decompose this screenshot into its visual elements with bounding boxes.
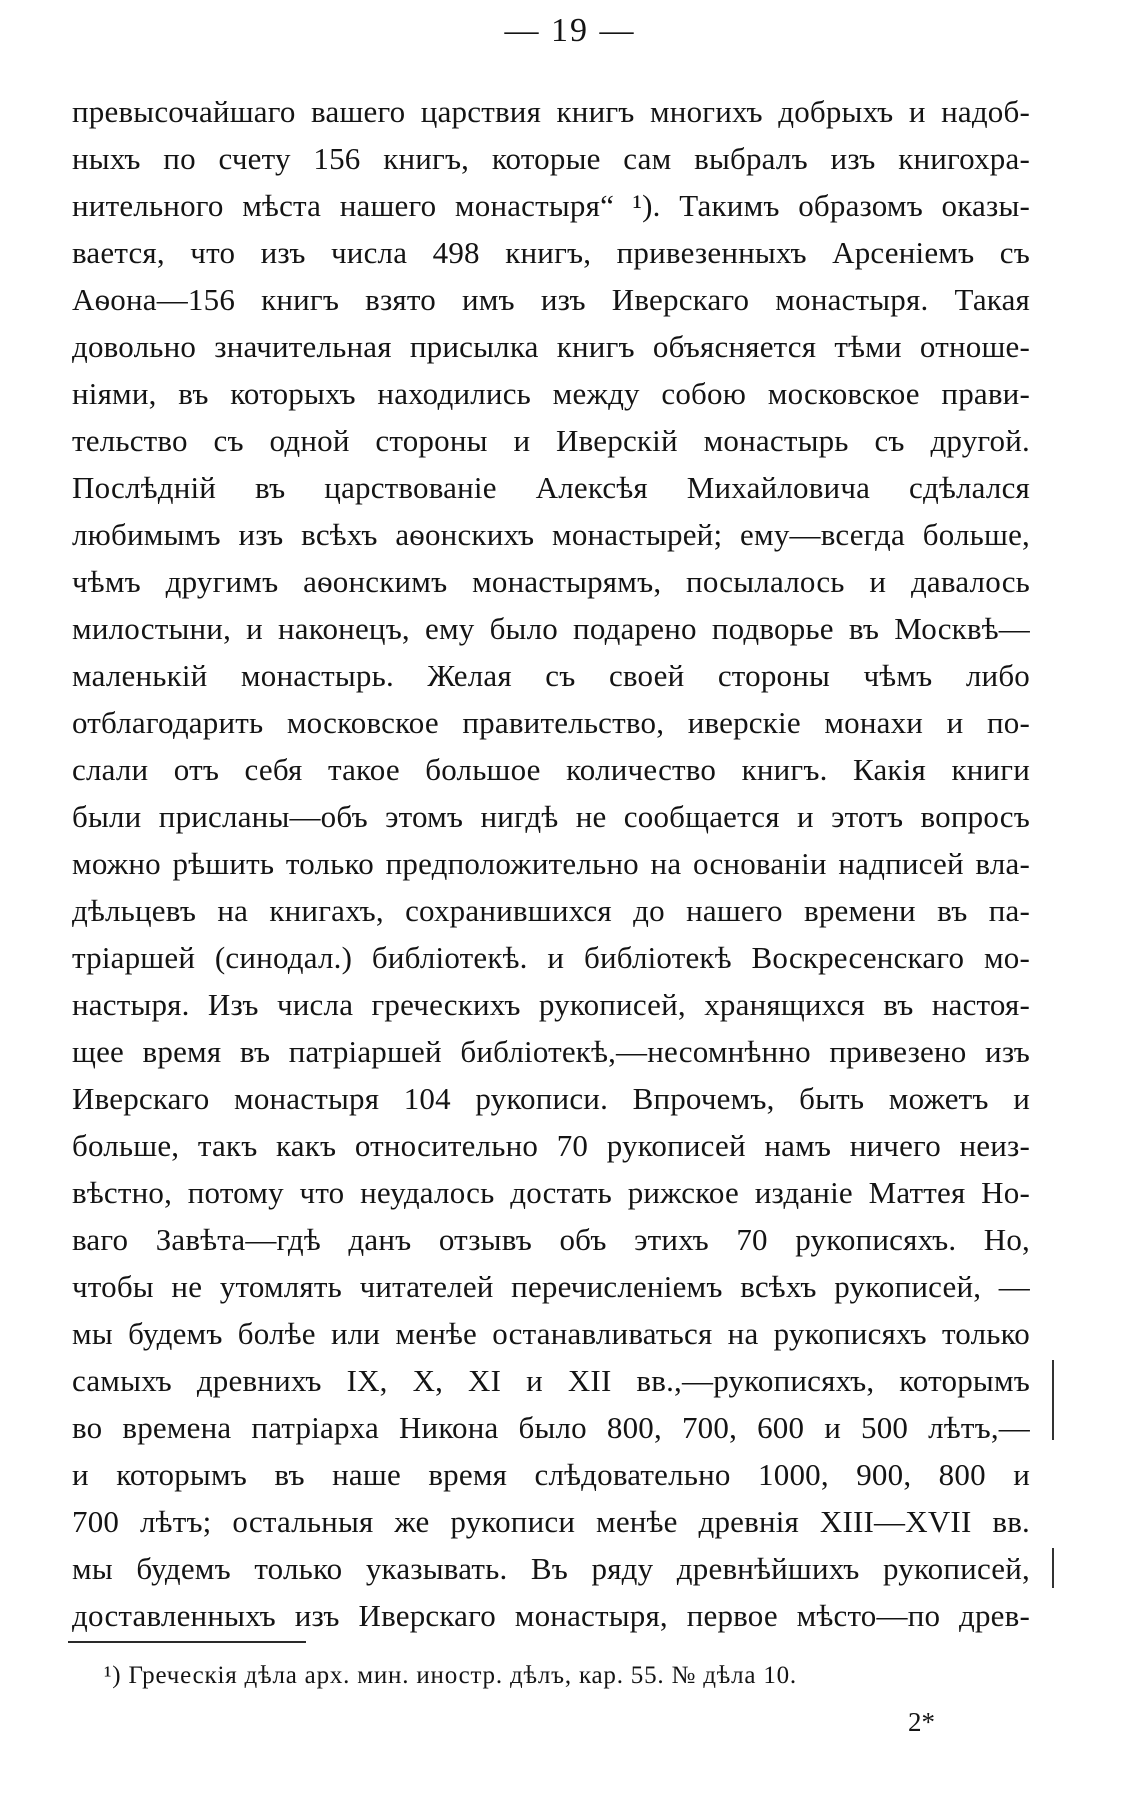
text-line: во времена патріарха Никона было 800, 700, 600 и 500 лѣтъ,— <box>72 1410 1030 1445</box>
text-line: довольно значительная присылка книгъ объясняется тѣми отноше- <box>72 329 1030 364</box>
footnote: ¹) Греческія дѣла арх. мин. иностр. дѣлъ, кар. 55. № дѣла 10. <box>104 1662 797 1689</box>
text-line: Иверскаго монастыря 104 рукописи. Впрочемъ, быть можетъ и <box>72 1081 1030 1116</box>
text-line: Послѣдній въ царствованіе Алексѣя Михайловича сдѣлался <box>72 470 1030 505</box>
text-line: чтобы не утомлять читателей перечисленіемъ всѣхъ рукописей, — <box>72 1269 1030 1304</box>
text-line: ныхъ по счету 156 книгъ, которые сам выбралъ изъ книгохра- <box>72 141 1030 176</box>
signature-mark: 2* <box>908 1707 935 1737</box>
text-line: отблагодарить московское правительство, иверскіе монахи и по- <box>72 705 1030 740</box>
margin-mark <box>1052 1548 1054 1588</box>
text-line: можно рѣшить только предположительно на основаніи надписей вла- <box>72 846 1030 881</box>
text-line: ніями, въ которыхъ находились между собою московское прави- <box>72 376 1030 411</box>
body-text <box>72 88 1030 1639</box>
text-line: тельство съ одной стороны и Иверскій монастырь съ другой. <box>72 423 1030 458</box>
text-line: ваго Завѣта—гдѣ данъ отзывъ объ этихъ 70 рукописяхъ. Но, <box>72 1222 1030 1257</box>
text-line: настыря. Изъ числа греческихъ рукописей, хранящихся въ настоя- <box>72 987 1030 1022</box>
text-line: слали отъ себя такое большое количество книгъ. Какія книги <box>72 752 1030 787</box>
text-line: любимымъ изъ всѣхъ аѳонскихъ монастырей; ему—всегда больше, <box>72 517 1030 552</box>
text-line: мы будемъ болѣе или менѣе останавливаться на рукописяхъ только <box>72 1316 1030 1351</box>
text-line: доставленныхъ изъ Иверскаго монастыря, первое мѣсто—по древ- <box>72 1598 1030 1633</box>
text-line: милостыни, и наконецъ, ему было подарено подворье въ Москвѣ— <box>72 611 1030 646</box>
text-line: самыхъ древнихъ IX, X, XI и XII вв.,—рукописяхъ, которымъ <box>72 1363 1030 1398</box>
text-line: маленькій монастырь. Желая съ своей стороны чѣмъ либо <box>72 658 1030 693</box>
text-line: были присланы—объ этомъ нигдѣ не сообщается и этотъ вопросъ <box>72 799 1030 834</box>
text-line: превысочайшаго вашего царствия книгъ многихъ добрыхъ и надоб- <box>72 94 1030 129</box>
text-line: мы будемъ только указывать. Въ ряду древнѣйшихъ рукописей, <box>72 1551 1030 1586</box>
text-line: дѣльцевъ на книгахъ, сохранившихся до нашего времени въ па- <box>72 893 1030 928</box>
footnote-divider <box>68 1641 306 1643</box>
text-line: чѣмъ другимъ аѳонскимъ монастырямъ, посылалось и давалось <box>72 564 1030 599</box>
text-line: вѣстно, потому что неудалось достать рижское изданіе Маттея Но- <box>72 1175 1030 1210</box>
text-line: тріаршей (синодал.) библіотекѣ. и библіотекѣ Воскресенскаго мо- <box>72 940 1030 975</box>
text-line: нительного мѣста нашего монастыря“ ¹). Такимъ образомъ оказы- <box>72 188 1030 223</box>
margin-mark <box>1052 1360 1054 1440</box>
text-line: 700 лѣтъ; остальныя же рукописи менѣе древнія XIII—XVII вв. <box>72 1504 1030 1539</box>
text-line: щее время въ патріаршей библіотекѣ,—несомнѣнно привезено изъ <box>72 1034 1030 1069</box>
page-number: — 19 — <box>504 12 636 49</box>
text-line: вается, что изъ числа 498 книгъ, привезенныхъ Арсеніемъ съ <box>72 235 1030 270</box>
text-line: больше, такъ какъ относительно 70 рукописей намъ ничего неиз- <box>72 1128 1030 1163</box>
text-line: Аѳона—156 книгъ взято имъ изъ Иверскаго монастыря. Такая <box>72 282 1030 317</box>
text-line: и которымъ въ наше время слѣдовательно 1000, 900, 800 и <box>72 1457 1030 1492</box>
